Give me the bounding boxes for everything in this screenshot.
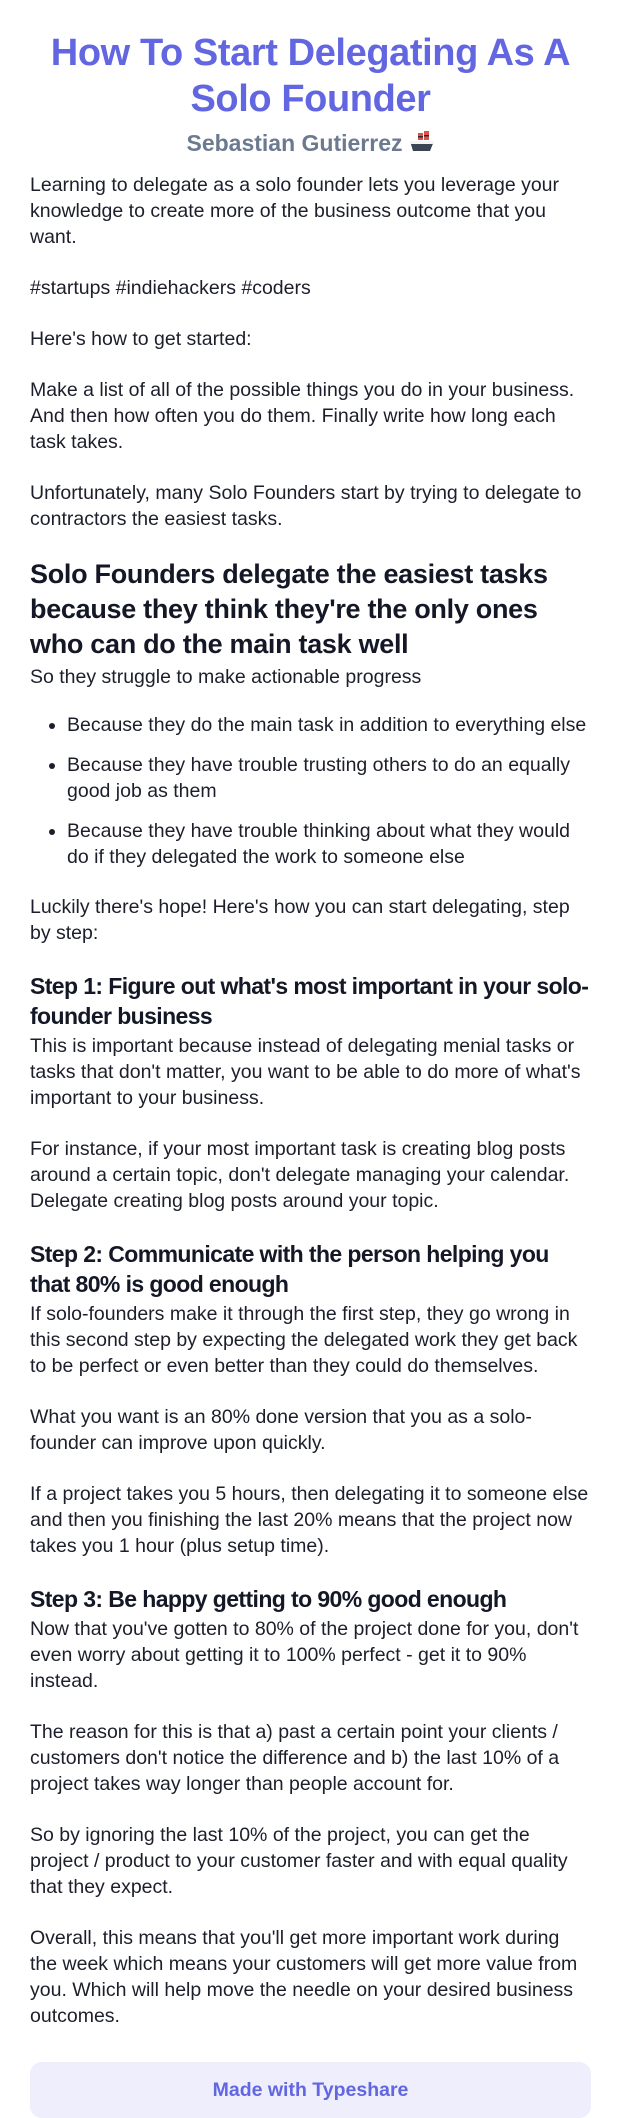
reason-list <box>30 712 591 870</box>
step-3-paragraph: Overall, this means that you'll get more important work during the week which means your customers will get more value from you. Which will help move the needle on your desired business outcomes. <box>30 1927 578 2027</box>
step-2-heading: Step 2: Communicate with the person helping you that 80% is good enough <box>30 1241 549 1297</box>
step-3-heading: Step 3: Be happy getting to 90% good enough <box>30 1586 507 1612</box>
section-heading: Solo Founders delegate the easiest tasks because they think they're the only ones who can do the main task well <box>30 559 548 659</box>
step-1-paragraph: This is important because instead of delegating menial tasks or tasks that don't matter, you want to be able to do more of what's important to your business. <box>30 1035 581 1109</box>
step-2-paragraph: If a project takes you 5 hours, then delegating it to someone else and then you finishing the last 20% means that the project now takes you 1 hour (plus setup time). <box>30 1483 589 1557</box>
list-item: • Because they do the main task in addition to everything else <box>67 712 591 738</box>
list-item: • Because they have trouble thinking about what they would do if they delegated the work to someone else <box>67 818 591 870</box>
intro-paragraph: Learning to delegate as a solo founder lets you leverage your knowledge to create more of the business outcome that you want. <box>30 174 560 248</box>
section-closing: Luckily there's hope! Here's how you can start delegating, step by step: <box>30 896 570 944</box>
step-3-paragraph: Now that you've gotten to 80% of the project done for you, don't even worry about getting it to 100% perfect - get it to 90% instead. <box>30 1618 579 1692</box>
list-item: • Because they have trouble trusting others to do an equally good job as them <box>67 752 591 804</box>
step-3-paragraph: The reason for this is that a) past a certain point your clients / customers don't notice the difference and b) the last 10% of a project takes way longer than people account for. <box>30 1721 560 1795</box>
step-2-paragraph: What you want is an 80% done version that you as a solo-founder can improve upon quickly. <box>30 1406 532 1454</box>
made-with-typeshare-link[interactable] <box>30 2062 591 2118</box>
page-title: How To Start Delegating As A Solo Founder <box>50 32 571 120</box>
section-lead: So they struggle to make actionable progress <box>30 666 422 688</box>
step-1-heading: Step 1: Figure out what's most important in your solo-founder business <box>30 973 589 1029</box>
ship-icon <box>409 130 435 154</box>
step-3-paragraph: So by ignoring the last 10% of the project, you can get the project / product to your customer faster and with equal quality that they expect. <box>30 1824 568 1898</box>
step-1-paragraph: For instance, if your most important task is creating blog posts around a certain topic, don't delegate managing your calendar. Delegate creating blog posts around your topic. <box>30 1138 570 1212</box>
intro-paragraph: Unfortunately, many Solo Founders start by trying to delegate to contractors the easiest tasks. <box>30 482 582 530</box>
footer-label: Made with Typeshare <box>212 2078 409 2101</box>
step-2-paragraph: If solo-founders make it through the first step, they go wrong in this second step by expecting the delegated work they get back to be perfect or even better than they could do themselves. <box>30 1303 578 1377</box>
author-line <box>30 128 591 158</box>
hashtags: #startups #indiehackers #coders <box>30 277 311 299</box>
intro-paragraph: Here's how to get started: <box>30 328 252 350</box>
intro-paragraph: Make a list of all of the possible things you do in your business. And then how often you do them. Finally write how long each task takes. <box>30 379 575 453</box>
author-name: Sebastian Gutierrez <box>186 130 403 156</box>
